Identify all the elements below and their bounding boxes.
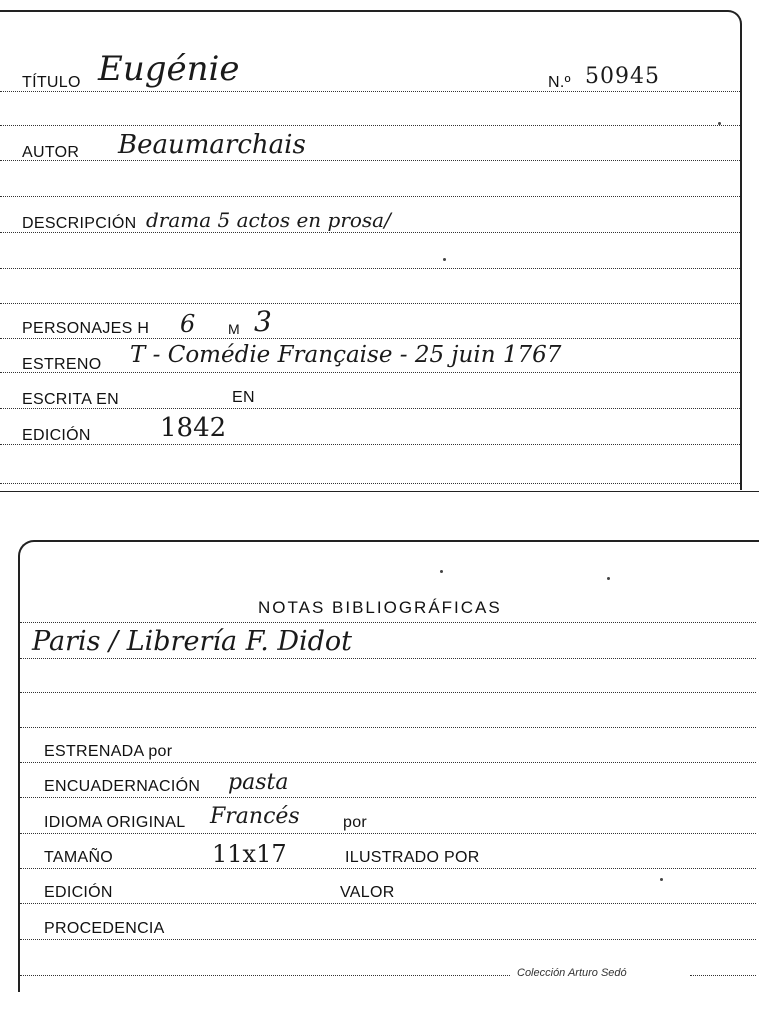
en-label: EN bbox=[232, 389, 255, 406]
coleccion-footer: Colección Arturo Sedó bbox=[517, 967, 627, 979]
row-line bbox=[20, 692, 756, 693]
personajes-label: PERSONAJES H bbox=[22, 320, 150, 337]
scan-speck bbox=[660, 878, 663, 881]
row-line bbox=[20, 903, 756, 904]
scan-speck bbox=[440, 570, 443, 573]
scan-speck bbox=[443, 258, 446, 261]
personajes-m-value: 3 bbox=[254, 305, 272, 338]
estreno-value: T - Comédie Française - 25 juin 1767 bbox=[130, 342, 562, 368]
row-line bbox=[20, 727, 756, 728]
row-line bbox=[0, 268, 740, 269]
row-line bbox=[0, 338, 740, 339]
valor-label: VALOR bbox=[340, 884, 395, 901]
edicion-value: 1842 bbox=[160, 413, 227, 443]
encuadernacion-label: ENCUADERNACIÓN bbox=[44, 778, 201, 795]
autor-value: Beaumarchais bbox=[118, 130, 306, 160]
row-line bbox=[690, 975, 756, 976]
tamano-value: 11x17 bbox=[212, 840, 287, 868]
row-line bbox=[0, 196, 740, 197]
row-line bbox=[20, 868, 756, 869]
row-line bbox=[0, 232, 740, 233]
row-line bbox=[20, 797, 756, 798]
row-line bbox=[20, 762, 756, 763]
row-line bbox=[20, 658, 756, 659]
row-line bbox=[0, 91, 740, 92]
scan-speck bbox=[718, 122, 721, 125]
por-label: por bbox=[343, 814, 368, 831]
row-line bbox=[0, 160, 740, 161]
estreno-label: ESTRENO bbox=[22, 356, 102, 373]
personajes-h-value: 6 bbox=[180, 310, 196, 338]
notas-value: Paris / Librería F. Didot bbox=[32, 626, 353, 657]
row-line bbox=[0, 483, 740, 484]
row-line bbox=[20, 622, 756, 623]
procedencia-label: PROCEDENCIA bbox=[44, 920, 165, 937]
autor-label: AUTOR bbox=[22, 144, 80, 161]
numero-label: N.º bbox=[548, 74, 571, 91]
edicion-label: EDICIÓN bbox=[22, 427, 91, 444]
scan-speck bbox=[607, 577, 610, 580]
notas-title: NOTAS BIBLIOGRÁFICAS bbox=[258, 598, 502, 617]
row-line bbox=[20, 939, 756, 940]
idioma-label: IDIOMA ORIGINAL bbox=[44, 814, 186, 831]
descripcion-value: drama 5 actos en prosa/ bbox=[146, 208, 391, 232]
estrenada-label: ESTRENADA por bbox=[44, 743, 173, 760]
row-line bbox=[0, 125, 740, 126]
numero-value: 50945 bbox=[585, 64, 660, 89]
row-line bbox=[0, 372, 740, 373]
row-line bbox=[20, 833, 756, 834]
row-line bbox=[0, 408, 740, 409]
escrita-en-label: ESCRITA EN bbox=[22, 391, 119, 408]
titulo-label: TÍTULO bbox=[22, 74, 81, 91]
row-line bbox=[0, 444, 740, 445]
idioma-value: Francés bbox=[210, 804, 300, 829]
descripcion-label: DESCRIPCIÓN bbox=[22, 215, 137, 232]
tamano-label: TAMAÑO bbox=[44, 849, 114, 866]
row-line bbox=[0, 303, 740, 304]
titulo-value: Eugénie bbox=[98, 49, 240, 89]
edicion-label: EDICIÓN bbox=[44, 884, 113, 901]
encuadernacion-value: pasta bbox=[228, 770, 289, 795]
ilustrado-label: ILUSTRADO POR bbox=[345, 849, 480, 866]
personajes-m-label: M bbox=[228, 321, 240, 337]
row-line bbox=[20, 975, 510, 976]
card-bottom-edge bbox=[0, 491, 759, 492]
